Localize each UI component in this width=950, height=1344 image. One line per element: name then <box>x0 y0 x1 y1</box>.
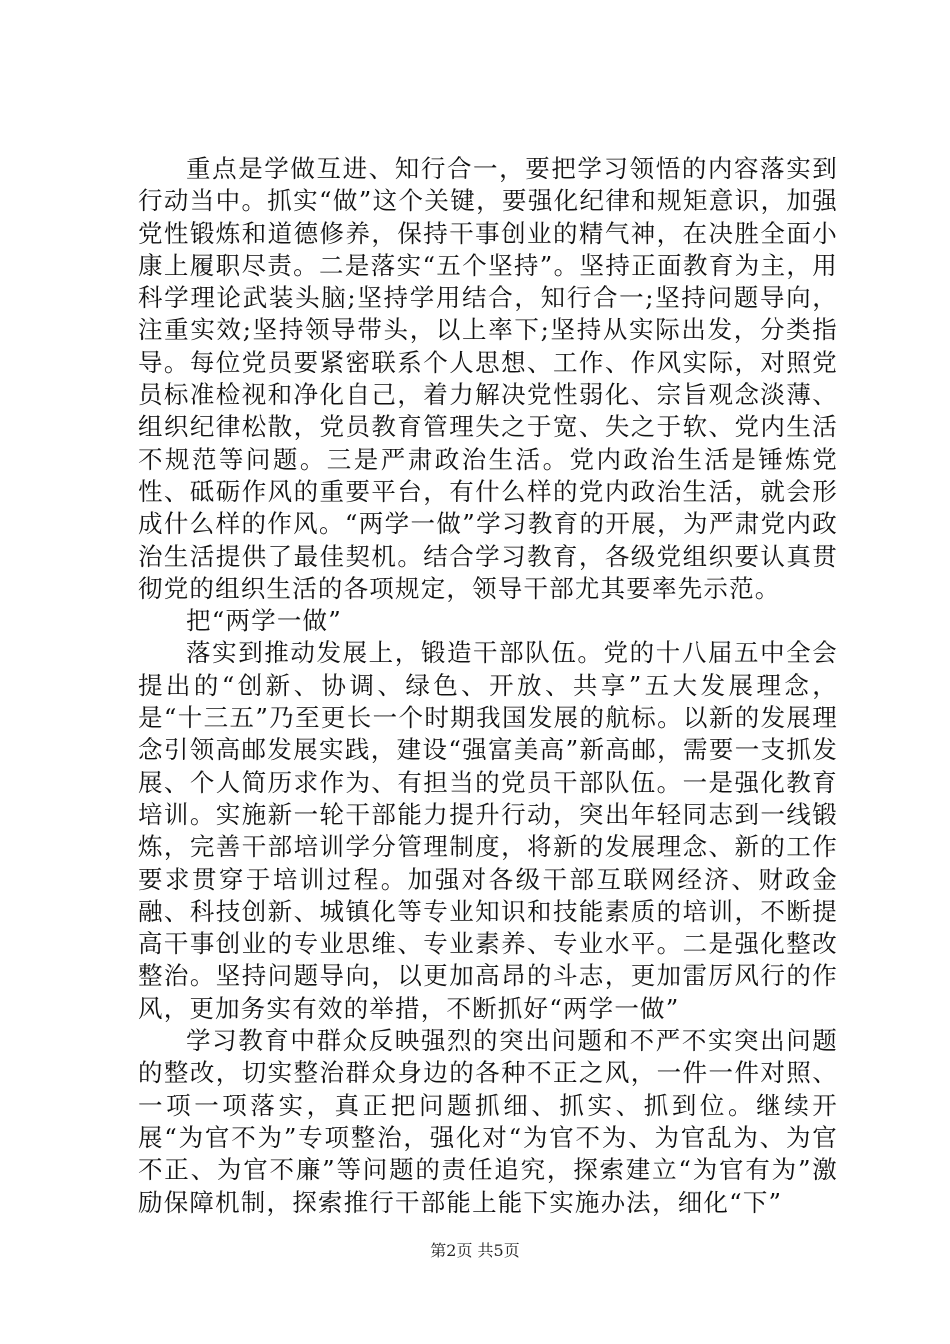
paragraph-1: 重点是学做互进、知行合一，要把学习领悟的内容落实到行动当中。抓实“做”这个关键，要强化纪律和规矩意识，加强党性锻炼和道德修养，保持干事创业的精气神，在决胜全面小康上履职尽责。二是落实“五个坚持”。坚持正面教育为主，用科学理论武装头脑;坚持学用结合，知行合一;坚持问题导向，注重实效;坚持领导带头，以上率下;坚持从实际出发，分类指导。每位党员要紧密联系个人思想、工作、作风实际，对照党员标准检视和净化自己，着力解决党性弱化、宗旨观念淡薄、组织纪律松散，党员教育管理失之于宽、失之于软、党内生活不规范等问题。三是严肃政治生活。党内政治生活是锤炼党性、砥砺作风的重要平台，有什么样的党内政治生活，就会形成什么样的作风。“两学一做”学习教育的开展，为严肃党内政治生活提供了最佳契机。结合学习教育，各级党组织要认真贯彻党的组织生活的各项规定，领导干部尤其要率先示范。 <box>138 154 838 603</box>
paragraph-4: 学习教育中群众反映强烈的突出问题和不严不实突出问题的整改，切实整治群众身边的各种不正之风，一件一件对照、一项一项落实，真正把问题抓细、抓实、抓到位。继续开展“为官不为”专项整治，强化对“为官不为、为官乱为、为官不正、为官不廉”等问题的责任追究，探索建立“为官有为”激励保障机制，探索推行干部能上能下实施办法，细化“下” <box>138 1026 838 1217</box>
body-text <box>138 153 838 1219</box>
paragraph-3: 落实到推动发展上，锻造干部队伍。党的十八届五中全会提出的“创新、协调、绿色、开放、共享”五大发展理念，是“十三五”乃至更长一个时期我国发展的航标。以新的发展理念引领高邮发展实践，建设“强富美高”新高邮，需要一支抓发展、个人简历求作为、有担当的党员干部队伍。一是强化教育培训。实施新一轮干部能力提升行动，突出年轻同志到一线锻炼，完善干部培训学分管理制度，将新的发展理念、新的工作要求贯穿于培训过程。加强对各级干部互联网经济、财政金融、科技创新、城镇化等专业知识和技能素质的培训，不断提高干事创业的专业思维、专业素养、专业水平。二是强化整改整治。坚持问题导向，以更加高昂的斗志，更加雷厉风行的作风，更加务实有效的举措，不断抓好“两学一做” <box>138 638 838 1023</box>
paragraph-2: 把“两学一做” <box>186 606 342 636</box>
page-footer: 第2页 共5页 <box>430 1241 520 1260</box>
